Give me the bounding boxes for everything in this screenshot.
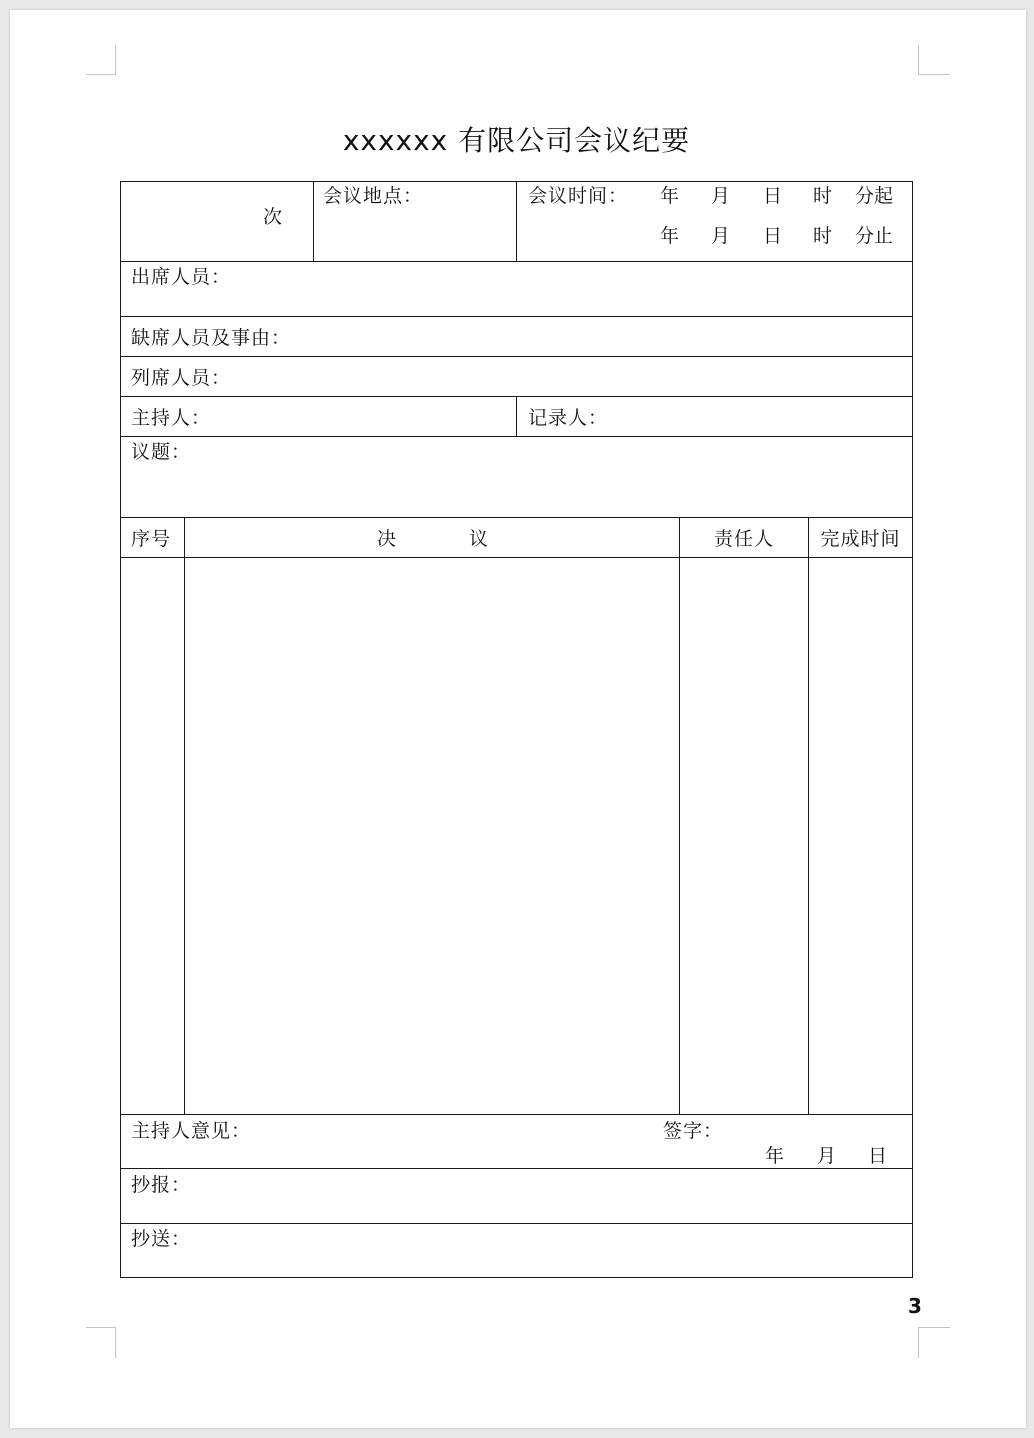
row-divider: [120, 316, 913, 317]
start-year: 年: [660, 185, 680, 207]
column-header-deadline: 完成时间: [820, 528, 901, 550]
column-divider: [516, 181, 517, 261]
table-border-left: [120, 181, 121, 1277]
absentees-label: 缺席人员及事由：: [131, 327, 292, 349]
document-title: xxxxxx 有限公司会议纪要: [342, 124, 691, 157]
session-suffix: 次: [263, 206, 283, 228]
table-border-right: [912, 181, 913, 1277]
end-day: 日: [763, 225, 783, 247]
observers-label: 列席人员：: [131, 367, 232, 389]
column-header-number: 序号: [131, 528, 172, 550]
start-day: 日: [763, 185, 783, 207]
page-number: 3: [908, 1294, 922, 1318]
start-hour: 时: [813, 185, 833, 207]
table-border-bottom: [120, 1277, 913, 1278]
report-to-label: 抄报：: [131, 1174, 192, 1196]
row-divider: [120, 356, 913, 357]
attendees-label: 出席人员：: [131, 266, 232, 288]
start-month: 月: [711, 185, 731, 207]
end-hour: 时: [813, 225, 833, 247]
sign-day: 日: [868, 1145, 888, 1167]
end-minute: 分止: [855, 225, 894, 247]
column-header-owner: 责任人: [713, 528, 774, 550]
column-divider: [679, 517, 680, 1114]
sign-month: 月: [817, 1145, 837, 1167]
end-month: 月: [711, 225, 731, 247]
host-opinion-label: 主持人意见：: [131, 1120, 252, 1142]
topic-label: 议题：: [131, 441, 192, 463]
time-label: 会议时间：: [528, 185, 629, 207]
row-divider: [120, 517, 913, 518]
column-divider: [184, 517, 185, 1114]
row-divider: [120, 1223, 913, 1224]
row-divider: [120, 557, 913, 558]
recorder-label: 记录人：: [528, 407, 609, 429]
row-divider: [120, 1114, 913, 1115]
column-header-resolution-1: 决: [377, 528, 397, 550]
copy-to-label: 抄送：: [131, 1228, 192, 1250]
row-divider: [120, 1168, 913, 1169]
column-divider: [808, 517, 809, 1114]
sign-year: 年: [765, 1145, 785, 1167]
column-header-resolution-2: 议: [469, 528, 489, 550]
row-divider: [120, 261, 913, 262]
start-minute: 分起: [855, 185, 894, 207]
host-label: 主持人：: [131, 407, 212, 429]
end-year: 年: [660, 225, 680, 247]
column-divider: [313, 181, 314, 261]
column-divider: [516, 396, 517, 436]
signature-label: 签字：: [663, 1120, 724, 1142]
location-label: 会议地点：: [323, 185, 424, 207]
row-divider: [120, 436, 913, 437]
